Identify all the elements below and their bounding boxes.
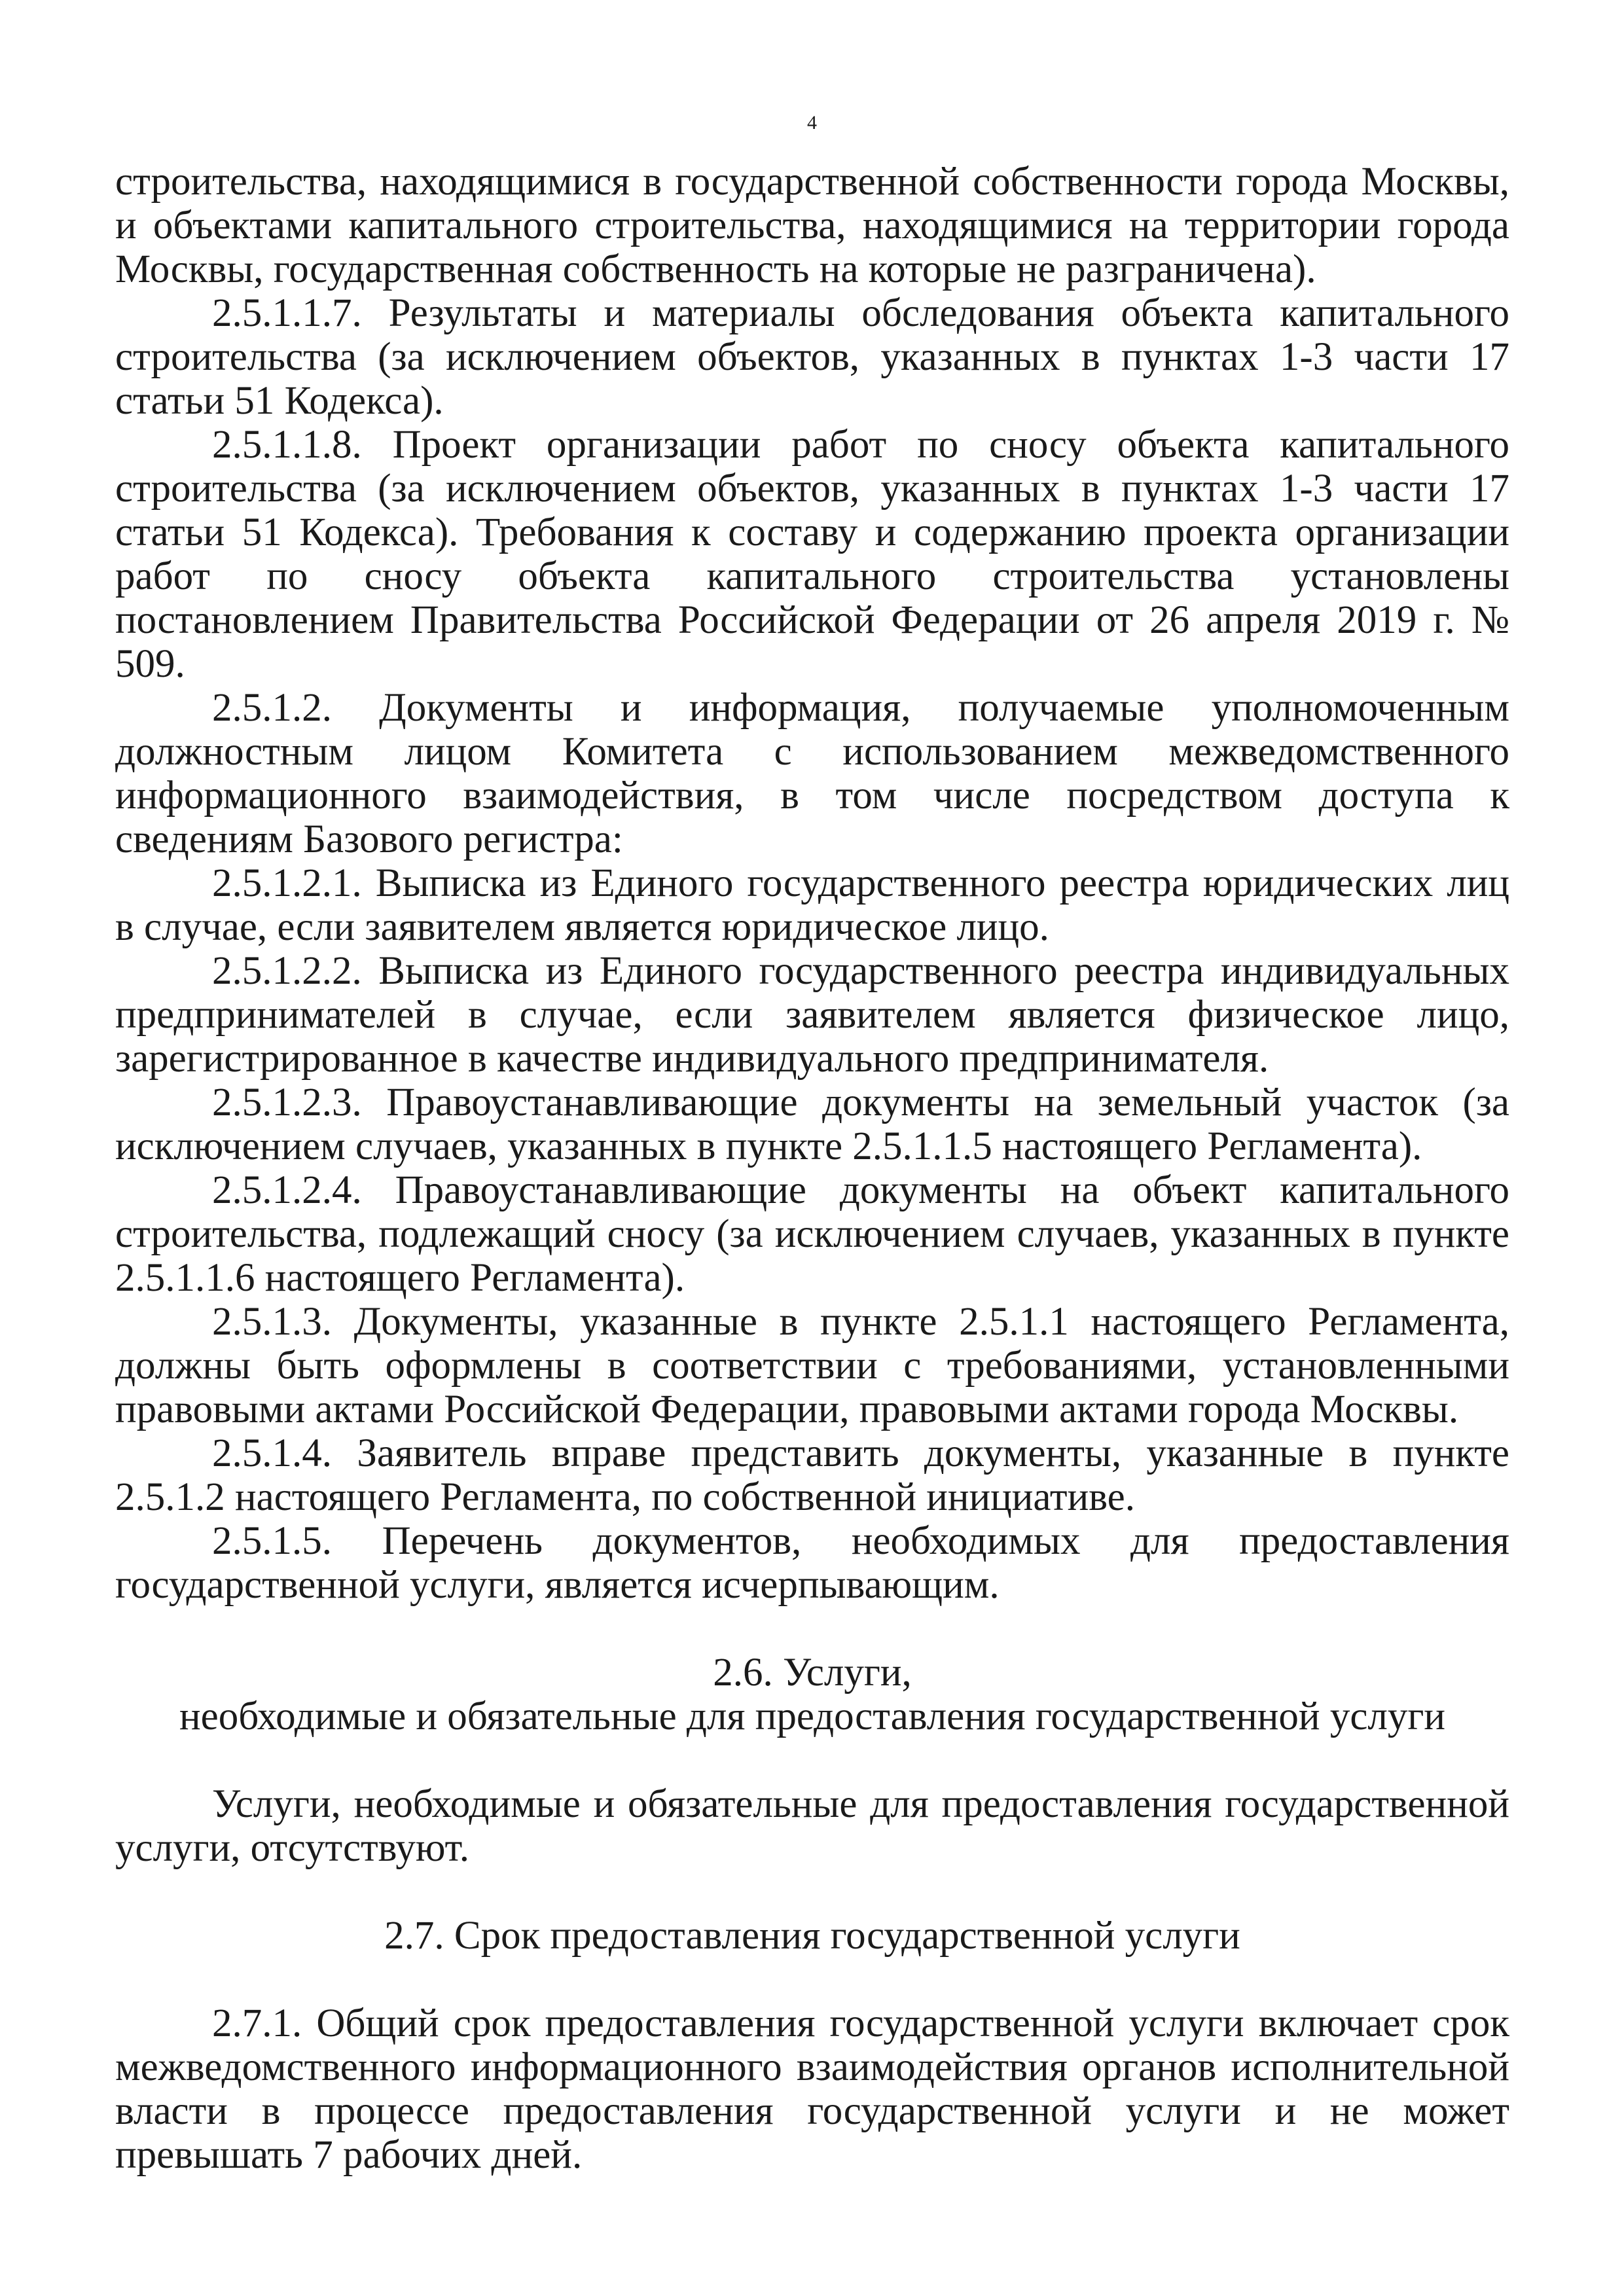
paragraph-2-5-1-5: 2.5.1.5. Перечень документов, необходимых для предоставления государственной услуги, является исчерпывающим. <box>115 1519 1509 1607</box>
paragraph-2-7-1: 2.7.1. Общий срок предоставления государственной услуги включает срок межведомственного информационного взаимодействия органов исполнительной власти в процессе предоставления государственной услуги и не может превышать 7 рабочих дней. <box>115 2001 1509 2177</box>
page-number: 4 <box>807 112 817 134</box>
section-2-6-text: Услуги, необходимые и обязательные для предоставления государственной услуги, отсутствуют. <box>115 1782 1509 1870</box>
paragraph-2-5-1-2-3: 2.5.1.2.3. Правоустанавливающие документы на земельный участок (за исключением случаев, указанных в пункте 2.5.1.1.5 настоящего Регламента). <box>115 1081 1509 1168</box>
paragraph-2-5-1-2-4: 2.5.1.2.4. Правоустанавливающие документы на объект капитального строительства, подлежащий сносу (за исключением случаев, указанных в пункте 2.5.1.1.6 настоящего Регламента). <box>115 1168 1509 1300</box>
paragraph-2-5-1-1-8: 2.5.1.1.8. Проект организации работ по сносу объекта капитального строительства (за исключением объектов, указанных в пунктах 1-3 части 17 статьи 51 Кодекса). Требования к составу и содержанию проекта организации работ по сносу объекта капитального строительства установлены постановлением Правительства Российской Федерации от 26 апреля 2019 г. № 509. <box>115 423 1509 686</box>
section-2-7-heading: 2.7. Срок предоставления государственной услуги <box>384 1914 1240 1958</box>
paragraph-continuation: строительства, находящимися в государственной собственности города Москвы, и объектами капитального строительства, находящимися на территории города Москвы, государственная собственность на которые не разграничена). <box>115 160 1509 291</box>
paragraph-2-5-1-3: 2.5.1.3. Документы, указанные в пункте 2.5.1.1 настоящего Регламента, должны быть оформлены в соответствии с требованиями, установленными правовыми актами Российской Федерации, правовыми актами города Москвы. <box>115 1300 1509 1431</box>
paragraph-2-5-1-2-2: 2.5.1.2.2. Выписка из Единого государственного реестра индивидуальных предпринимателей в случае, если заявителем является физическое лицо, зарегистрированное в качестве индивидуального предпринимателя. <box>115 949 1509 1081</box>
paragraph-2-5-1-2-1: 2.5.1.2.1. Выписка из Единого государственного реестра юридических лиц в случае, если заявителем является юридическое лицо. <box>115 861 1509 949</box>
paragraph-2-5-1-2: 2.5.1.2. Документы и информация, получаемые уполномоченным должностным лицом Комитета с использованием межведомственного информационного взаимодействия, в том числе посредством доступа к сведениям Базового регистра: <box>115 686 1509 861</box>
section-2-6-heading-line2: необходимые и обязательные для предоставления государственной услуги <box>179 1695 1446 1738</box>
section-2-6-heading-line1: 2.6. Услуги, <box>713 1651 912 1695</box>
document-body <box>115 160 1509 2177</box>
paragraph-2-5-1-1-7: 2.5.1.1.7. Результаты и материалы обследования объекта капитального строительства (за исключением объектов, указанных в пунктах 1-3 части 17 статьи 51 Кодекса). <box>115 291 1509 423</box>
paragraph-2-5-1-4: 2.5.1.4. Заявитель вправе представить документы, указанные в пункте 2.5.1.2 настоящего Регламента, по собственной инициативе. <box>115 1431 1509 1519</box>
